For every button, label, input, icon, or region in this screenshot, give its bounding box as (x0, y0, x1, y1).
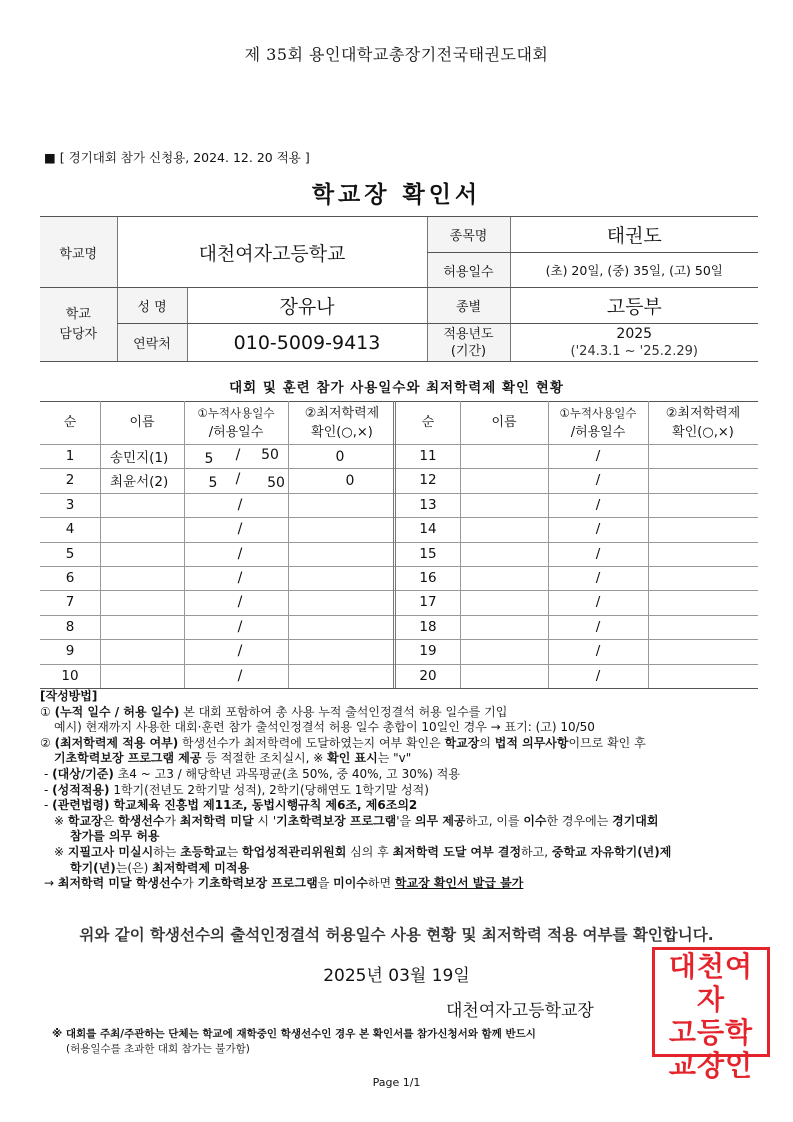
left-row-check: 0 (345, 473, 355, 490)
year-label-line1: 적용년도 (443, 326, 494, 342)
table-column-divider (100, 401, 101, 688)
left-row-no: 4 (65, 521, 75, 538)
status-table (40, 401, 758, 688)
header-minimum-line1: ②최저학력제 (304, 406, 380, 421)
left-row-slash: / (237, 570, 243, 586)
left-row-name: 최윤서(2) (110, 474, 169, 491)
instructions-title: [작성방법] (40, 689, 98, 703)
right-row-no: 11 (419, 448, 437, 464)
right-row-slash: / (595, 545, 601, 562)
form-note: ■ [ 경기대회 참가 신청용, 2024. 12. 20 적용 ] (44, 150, 310, 165)
year-label-line2: (기간) (450, 343, 487, 359)
principal-title: 대천여자고등학교장 (446, 1001, 594, 1021)
left-row-no: 2 (65, 472, 75, 489)
left-row-no: 8 (65, 618, 75, 635)
left-row-slash: / (237, 618, 243, 635)
right-row-no: 12 (419, 472, 437, 489)
manager-label-line1: 학교 (65, 306, 91, 322)
issue-date: 2025년 03월 19일 (323, 966, 470, 986)
school-seal-stamp (652, 947, 770, 1082)
instruction-note-1: ※ 학교장은 학생선수가 최저학력 미달 시 '기초학력보장 프로그램'을 의무 제공하고, 이를 이수한 경우에는 경기대회 (54, 813, 659, 828)
table-row-divider (40, 639, 758, 640)
instruction-1: ① (누적 일수 / 허용 일수) 본 대회 포함하여 총 사용 누적 출석인정결석 허용 일수를 기입 (40, 704, 508, 719)
left-row-slash: / (237, 643, 243, 660)
instruction-2-cont: 기초학력보장 프로그램 제공 등 적절한 조치실시, ※ 확인 표시는 "v" (54, 751, 412, 766)
table-row-divider (40, 590, 758, 591)
header-name: 이름 (129, 415, 155, 430)
instruction-warning: → 최저학력 미달 학생선수가 기초학력보장 프로그램을 미이수하면 학교장 확인서 발급 불가 (44, 876, 524, 891)
right-row-slash: / (595, 521, 601, 538)
left-row-slash: / (237, 496, 243, 513)
table-row-divider (40, 517, 758, 518)
category-label: 종별 (427, 288, 510, 324)
left-row-no: 3 (65, 496, 75, 513)
table-row-divider (40, 542, 758, 543)
left-row-no: 10 (61, 667, 79, 684)
left-row-no: 9 (65, 643, 75, 660)
right-row-no: 13 (419, 496, 437, 513)
left-row-slash: / (237, 667, 243, 684)
table-row-divider (40, 493, 758, 494)
right-row-slash: / (595, 667, 601, 684)
header-usage-line2: /허용일수 (208, 425, 264, 440)
event-name: 태권도 (510, 217, 758, 253)
right-row-no: 17 (419, 594, 437, 611)
table-top-border (40, 401, 758, 402)
event-title: 제 35회 용인대학교총장기전국태권도대회 (244, 45, 549, 64)
school-info-table (40, 216, 758, 362)
table-column-divider (184, 401, 185, 688)
left-row-slash: / (237, 594, 243, 611)
left-row-used: 5 (204, 451, 214, 467)
left-row-allowed: 50 (261, 447, 279, 463)
right-row-slash: / (595, 570, 601, 586)
instruction-laws: - (관련법령) 학교체육 진흥법 제11조, 동법시행규칙 제6조, 제6조의2 (44, 798, 418, 813)
left-row-no: 6 (65, 570, 75, 586)
left-row-no: 1 (65, 448, 75, 464)
confirmation-statement: 위와 같이 학생선수의 출석인정결석 허용일수 사용 현황 및 최저학력 적용 여부를 확인합니다. (79, 926, 714, 944)
right-row-slash: / (595, 594, 601, 611)
table-column-divider (648, 401, 649, 688)
instruction-note-1-cont: 참가를 의무 허용 (70, 829, 160, 844)
left-row-check: 0 (335, 449, 345, 465)
header-usage-line1: ①누적사용일수 (197, 406, 275, 420)
header-minimum-line1: ②최저학력제 (665, 406, 741, 421)
right-row-no: 18 (419, 618, 437, 635)
allowed-days-label: 허용일수 (427, 253, 510, 288)
left-row-slash: / (235, 447, 241, 463)
manager-label-line2: 담당자 (59, 326, 98, 342)
left-row-slash: / (237, 521, 243, 538)
instruction-target: - (대상/기준) 초4 ~ 고3 / 해당학년 과목평균(초 50%, 중 40%, 고 30%) 적용 (44, 766, 460, 781)
header-usage-line2: /허용일수 (570, 425, 626, 440)
table-row-divider (40, 468, 758, 469)
left-row-slash: / (237, 545, 243, 562)
left-row-no: 5 (65, 545, 75, 562)
footer-line-1: ※ 대회를 주최/주관하는 단체는 학교에 재학중인 학생선수인 경우 본 확인서를 참가신청서와 함께 반드시 (52, 1028, 536, 1040)
right-row-no: 20 (419, 667, 437, 684)
seal-line-1: 대천여자 (668, 950, 754, 1016)
left-row-slash: / (235, 471, 241, 488)
table-column-divider (460, 401, 461, 688)
instruction-1-example: 예시) 현재까지 사용한 대회·훈련 참가 출석인정결석 허용 일수 총합이 10일인 경우 → 표기: (고) 10/50 (54, 720, 595, 735)
right-row-slash: / (595, 472, 601, 489)
left-row-no: 7 (65, 594, 75, 611)
school-label: 학교명 (40, 217, 117, 288)
footer-note (52, 1027, 536, 1057)
seal-line-2: 고등학 (668, 1016, 754, 1049)
footer-line-2: (허용일수를 초과한 대회 참가는 불가함) (66, 1043, 250, 1055)
instruction-note-2-cont: 학기(년)는(은) 최저학력제 미적용 (70, 860, 250, 875)
right-row-no: 16 (419, 570, 437, 586)
year-value: 2025 (616, 325, 653, 342)
right-row-slash: / (595, 643, 601, 660)
event-label: 종목명 (427, 217, 510, 253)
instruction-grades: - (성적적용) 1학기(전년도 2학기말 성적), 2학기(당해연도 1학기말 성적) (44, 782, 429, 797)
writing-instructions (40, 689, 760, 892)
instruction-2: ② (최저학력제 적용 여부) 학생선수가 최저학력에 도달하였는지 여부 확인은 학교장의 법적 의무사항이므로 확인 후 (40, 735, 646, 750)
header-minimum-line2: 확인(○,×) (311, 425, 373, 440)
right-row-no: 15 (419, 545, 437, 562)
year-period: ('24.3.1 ~ '25.2.29) (570, 343, 698, 359)
table-column-divider (288, 401, 289, 688)
contact-value: 010-5009-9413 (187, 324, 427, 362)
right-row-slash: / (595, 448, 601, 464)
manager-name: 장유나 (187, 288, 427, 324)
header-usage-line1: ①누적사용일수 (559, 406, 637, 420)
seal-line-3: 교장인 (668, 1049, 754, 1082)
right-row-no: 19 (419, 643, 437, 660)
table-row-divider (40, 566, 758, 567)
category-value: 고등부 (510, 288, 758, 324)
document-title: 학교장 확인서 (311, 182, 482, 208)
header-no: 순 (421, 415, 435, 430)
status-section-title: 대회 및 훈련 참가 사용일수와 최저학력제 확인 현황 (229, 380, 564, 396)
table-header-divider (40, 444, 758, 445)
contact-label: 연락처 (117, 324, 187, 362)
right-row-slash: / (595, 496, 601, 513)
name-label: 성 명 (117, 288, 187, 324)
left-row-allowed: 50 (267, 475, 285, 492)
left-row-used: 5 (208, 475, 218, 492)
right-row-slash: / (595, 618, 601, 635)
school-name: 대천여자고등학교 (117, 217, 427, 288)
right-row-no: 14 (419, 521, 437, 538)
left-row-name: 송민지(1) (110, 450, 169, 466)
page-number: Page 1/1 (372, 1076, 421, 1089)
table-row-divider (40, 615, 758, 616)
allowed-days-value: (초) 20일, (중) 35일, (고) 50일 (510, 253, 758, 288)
header-name: 이름 (491, 415, 517, 430)
table-row-divider (40, 664, 758, 665)
header-no: 순 (63, 415, 77, 430)
header-minimum-line2: 확인(○,×) (672, 425, 734, 440)
instruction-note-2: ※ 지필고사 미실시하는 초등학교는 학업성적관리위원회 심의 후 최저학력 도달 여부 결정하고, 중학교 자유학기(년)제 (54, 844, 672, 859)
